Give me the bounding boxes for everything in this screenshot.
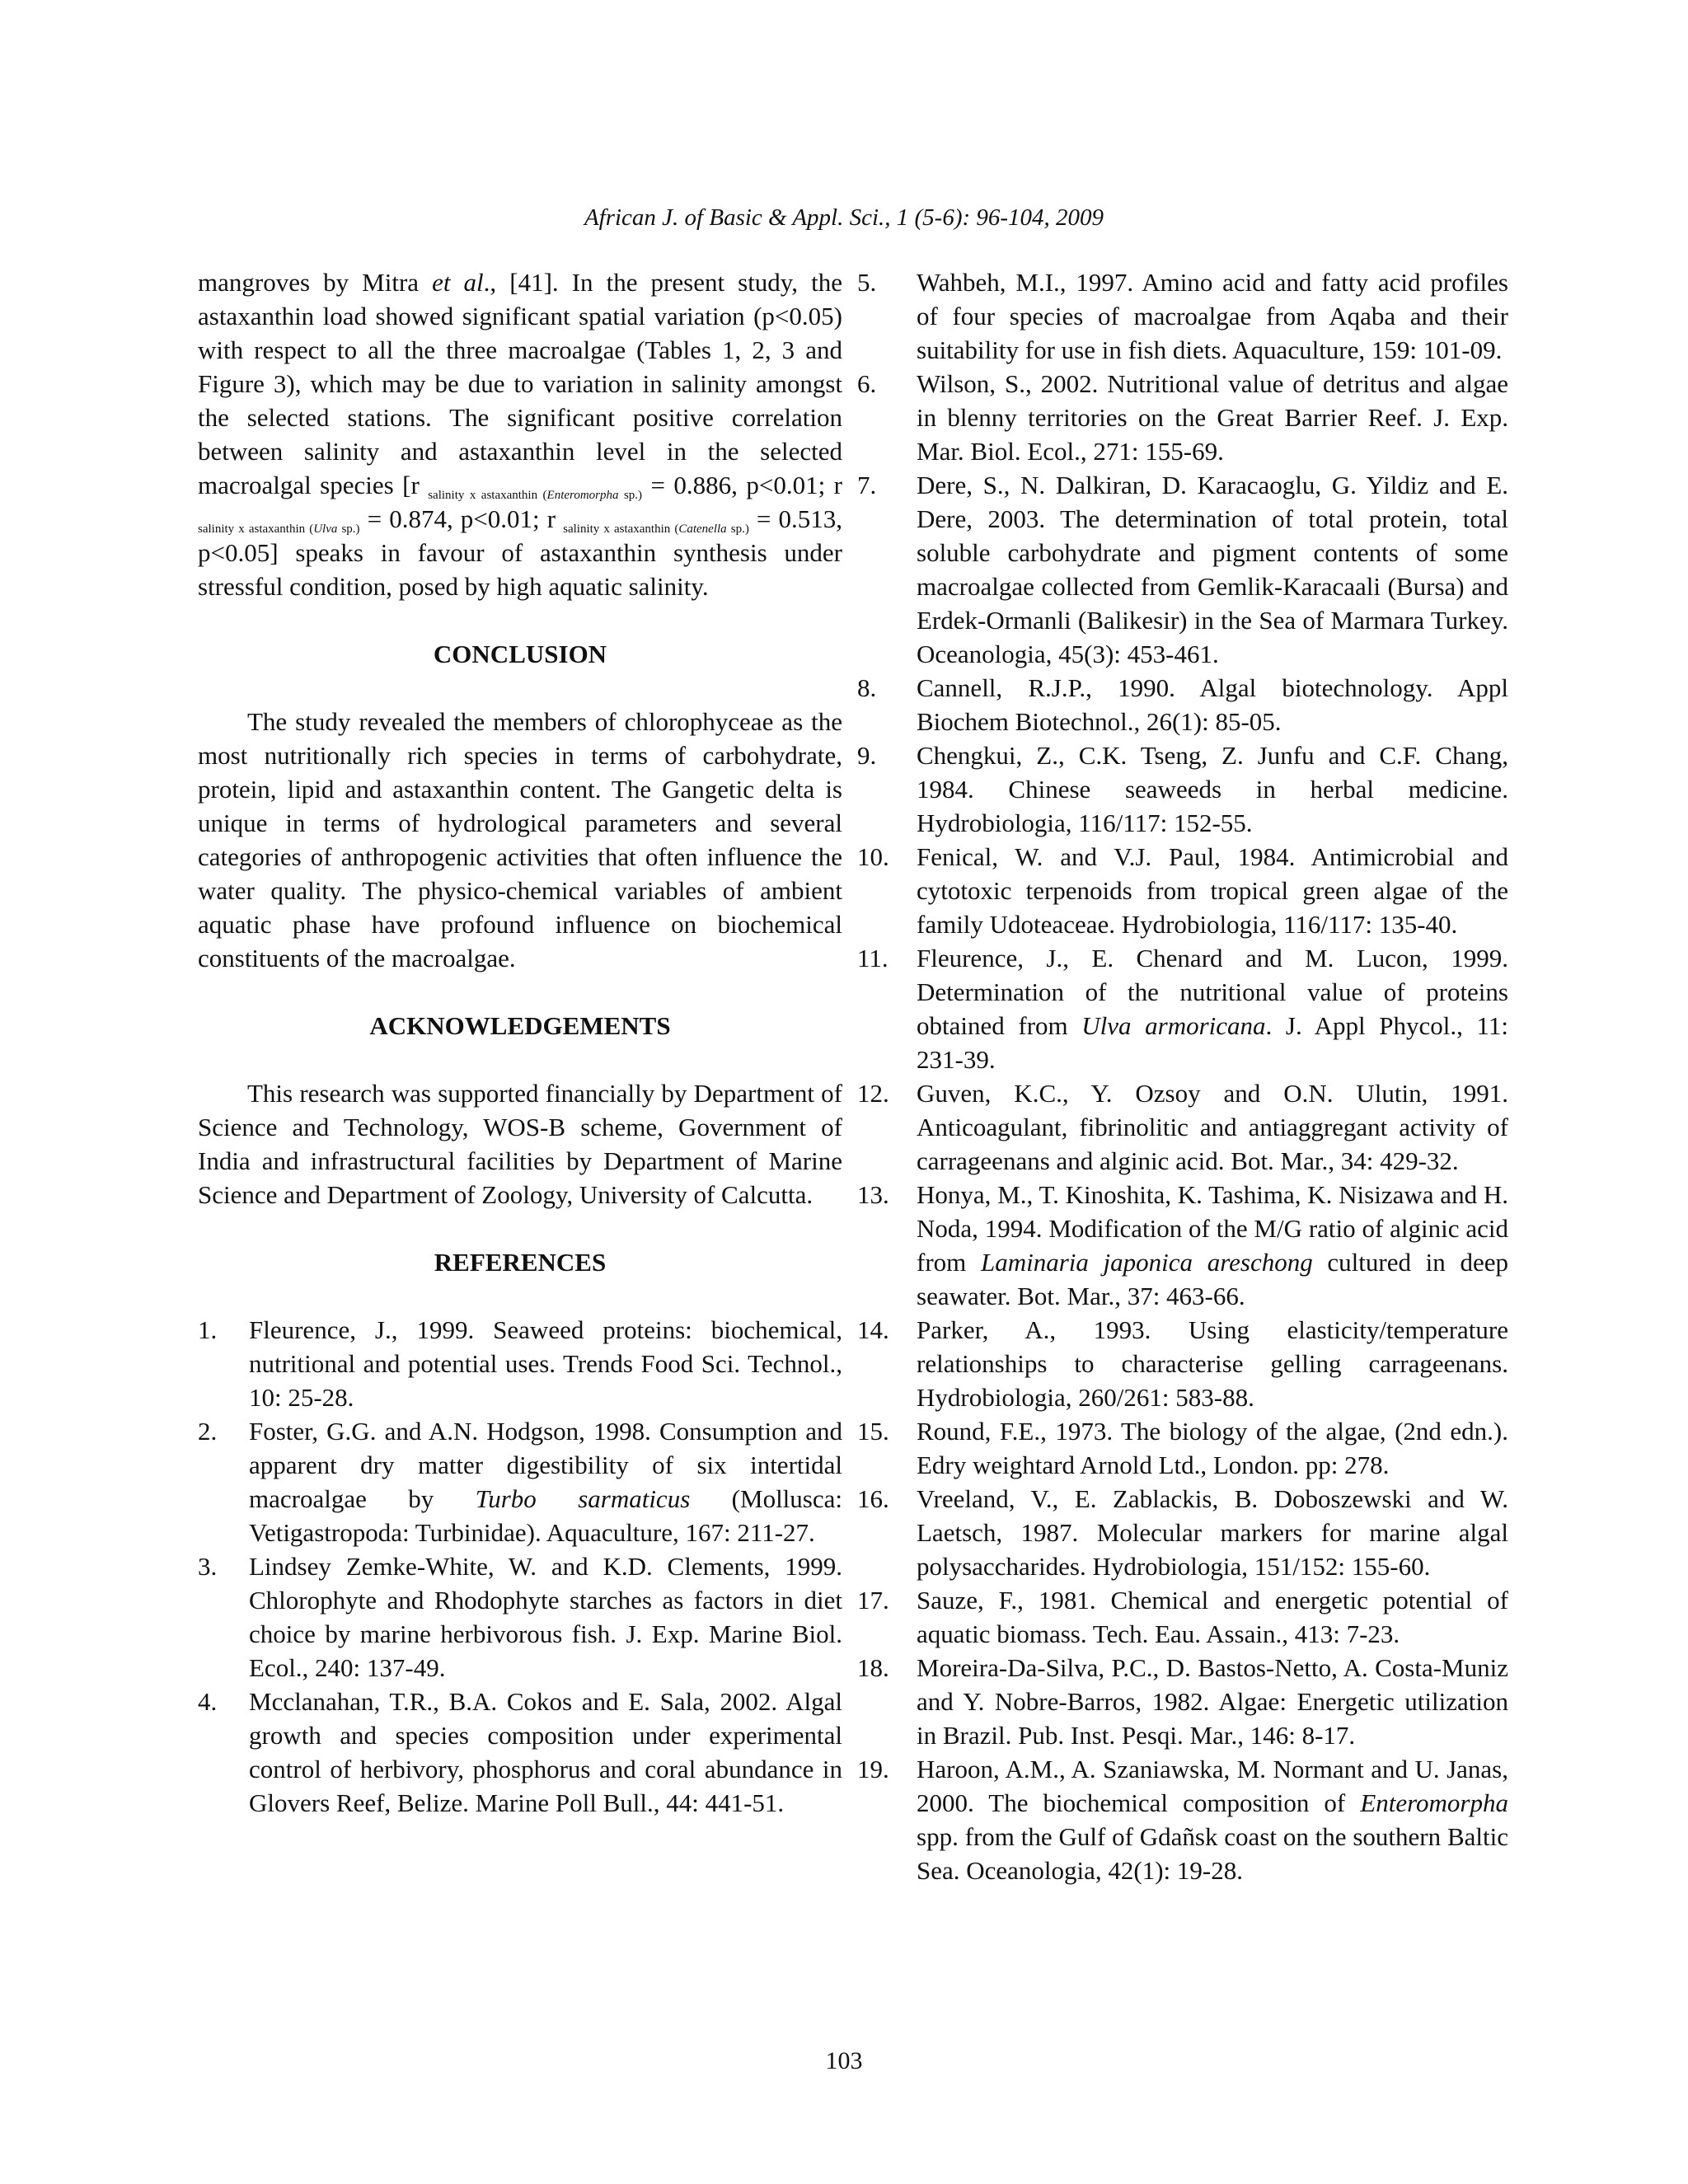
- reference-item: [857, 1482, 1508, 1583]
- reference-text: Foster, G.G. and A.N. Hodgson, 1998. Consumption and apparent dry matter digestibility of six intertidal macroalgae by Turbo sarmaticus (Mollusca: Vetigastropoda: Turbinidae). Aquaculture, 167: 211-27.: [249, 1417, 842, 1547]
- reference-text: Vreeland, V., E. Zablackis, B. Doboszewski and W. Laetsch, 1987. Molecular markers for marine algal polysaccharides. Hydrobiologia, 151/152: 155-60.: [917, 1484, 1508, 1581]
- reference-number: 6.: [857, 369, 877, 398]
- reference-number: 14.: [857, 1315, 889, 1344]
- reference-item: [198, 1685, 842, 1820]
- references-list-right: [857, 265, 1508, 1887]
- reference-text: Guven, K.C., Y. Ozsoy and O.N. Ulutin, 1991. Anticoagulant, fibrinolitic and antiaggregant activity of carrageenans and alginic acid. Bot. Mar., 34: 429-32.: [917, 1079, 1508, 1175]
- reference-number: 4.: [198, 1687, 218, 1716]
- reference-item: [198, 1549, 842, 1685]
- reference-text: Wahbeh, M.I., 1997. Amino acid and fatty acid profiles of four species of macroalgae from Aqaba and their suitability for use in fish diets. Aquaculture, 159: 101-09.: [917, 268, 1508, 364]
- reference-text: Fleurence, J., 1999. Seaweed proteins: biochemical, nutritional and potential uses. Trends Food Sci. Technol., 10: 25-28.: [249, 1315, 842, 1412]
- reference-text: Moreira-Da-Silva, P.C., D. Bastos-Netto, A. Costa-Muniz and Y. Nobre-Barros, 1982. Algae: Energetic utilization in Brazil. Pub. Inst. Pesqi. Mar., 146: 8-17.: [917, 1653, 1508, 1750]
- reference-item: [857, 1313, 1508, 1414]
- intro-text: = 0.886, p<0.01; r: [642, 471, 842, 499]
- acknowledgements-paragraph: This research was supported financially by Department of Science and Technology, WOS-B scheme, Government of India and infrastructural facilities by Department of Marine Science and Department of Zoology, University of Calcutta.: [198, 1079, 842, 1209]
- reference-text: Dere, S., N. Dalkiran, D. Karacaoglu, G. Yildiz and E. Dere, 2003. The determination of total protein, total soluble carbohydrate and pigment contents of some macroalgae collected from Gemlik-Karacaali (Bursa) and Erdek-Ormanli (Balikesir) in the Sea of Marmara Turkey. Oceanologia, 45(3): 453-461.: [917, 471, 1508, 668]
- reference-item: [857, 738, 1508, 840]
- reference-number: 15.: [857, 1417, 889, 1446]
- intro-paragraph: [198, 265, 842, 603]
- conclusion-heading: CONCLUSION: [433, 640, 607, 668]
- intro-text: = 0.513, p<0.05] speaks in favour of astaxanthin synthesis under stressful condition, posed by high aquatic salinity.: [198, 504, 842, 601]
- reference-item: [857, 1583, 1508, 1651]
- reference-item: [198, 1414, 842, 1549]
- reference-number: 18.: [857, 1653, 889, 1682]
- reference-number: 10.: [857, 842, 889, 871]
- reference-number: 8.: [857, 673, 877, 702]
- conclusion-paragraph: The study revealed the members of chlorophyceae as the most nutritionally rich species in terms of carbohydrate, protein, lipid and astaxanthin content. The Gangetic delta is unique in terms of hydrological parameters and several categories of anthropogenic activities that often influence the water quality. The physico-chemical variables of ambient aquatic phase have profound influence on biochemical constituents of the macroalgae.: [198, 707, 842, 972]
- reference-text: Round, F.E., 1973. The biology of the algae, (2nd edn.). Edry weightard Arnold Ltd., London. pp: 278.: [917, 1417, 1508, 1479]
- running-header: African J. of Basic & Appl. Sci., 1 (5-6): 96-104, 2009: [584, 204, 1104, 231]
- reference-text: Chengkui, Z., C.K. Tseng, Z. Junfu and C.F. Chang, 1984. Chinese seaweeds in herbal medicine. Hydrobiologia, 116/117: 152-55.: [917, 741, 1508, 837]
- reference-item: [198, 1313, 842, 1414]
- reference-item: [857, 468, 1508, 671]
- reference-item: [857, 1752, 1508, 1887]
- reference-number: 9.: [857, 741, 877, 770]
- reference-number: 17.: [857, 1586, 889, 1615]
- reference-item: [857, 265, 1508, 367]
- reference-item: [857, 1651, 1508, 1752]
- intro-italic: et al: [432, 268, 484, 297]
- subscript: salinity x astaxanthin (Enteromorpha sp.): [428, 489, 643, 502]
- intro-text: ., [41]. In the present study, the astaxanthin load showed significant spatial variation (p<0.05) with respect to all the three macroalgae (Tables 1, 2, 3 and Figure 3), which may be due to variation in salinity amongst the selected stations. The significant positive correlation between salinity and astaxanthin level in the selected macroalgal species [r: [198, 268, 842, 499]
- subscript: salinity x astaxanthin (Catenella sp.): [563, 523, 749, 536]
- reference-text: Lindsey Zemke-White, W. and K.D. Clements, 1999. Chlorophyte and Rhodophyte starches as factors in diet choice by marine herbivorous fish. J. Exp. Marine Biol. Ecol., 240: 137-49.: [249, 1552, 842, 1682]
- reference-item: [857, 367, 1508, 468]
- reference-number: 16.: [857, 1484, 889, 1513]
- reference-text: Fleurence, J., E. Chenard and M. Lucon, 1999. Determination of the nutritional value of proteins obtained from Ulva armoricana. J. Appl Phycol., 11: 231-39.: [917, 944, 1508, 1074]
- reference-text: Fenical, W. and V.J. Paul, 1984. Antimicrobial and cytotoxic terpenoids from tropical green algae of the family Udoteaceae. Hydrobiologia, 116/117: 135-40.: [917, 842, 1508, 939]
- reference-number: 2.: [198, 1417, 218, 1446]
- reference-text: Haroon, A.M., A. Szaniawska, M. Normant and U. Janas, 2000. The biochemical composition of Enteromorpha spp. from the Gulf of Gdañsk coast on the southern Baltic Sea. Oceanologia, 42(1): 19-28.: [917, 1755, 1508, 1885]
- reference-item: [857, 1414, 1508, 1482]
- reference-number: 13.: [857, 1180, 889, 1209]
- reference-item: [857, 1076, 1508, 1178]
- acknowledgements-heading: ACKNOWLEDGEMENTS: [369, 1011, 671, 1040]
- reference-text: Mcclanahan, T.R., B.A. Cokos and E. Sala, 2002. Algal growth and species composition under experimental control of herbivory, phosphorus and coral abundance in Glovers Reef, Belize. Marine Poll Bull., 44: 441-51.: [249, 1687, 842, 1817]
- reference-number: 1.: [198, 1315, 218, 1344]
- reference-number: 5.: [857, 268, 877, 297]
- reference-item: [857, 1178, 1508, 1313]
- intro-text: = 0.874, p<0.01; r: [359, 504, 564, 533]
- reference-item: [857, 941, 1508, 1076]
- references-heading: REFERENCES: [434, 1248, 607, 1277]
- reference-text: Sauze, F., 1981. Chemical and energetic potential of aquatic biomass. Tech. Eau. Assain., 413: 7-23.: [917, 1586, 1508, 1648]
- reference-number: 19.: [857, 1755, 889, 1783]
- reference-text: Parker, A., 1993. Using elasticity/temperature relationships to characterise gelling carrageenans. Hydrobiologia, 260/261: 583-88.: [917, 1315, 1508, 1412]
- intro-text: mangroves by Mitra: [198, 268, 433, 297]
- reference-text: Honya, M., T. Kinoshita, K. Tashima, K. Nisizawa and H. Noda, 1994. Modification of the M/G ratio of alginic acid from Laminaria japonica areschong cultured in deep seawater. Bot. Mar., 37: 463-66.: [917, 1180, 1508, 1310]
- right-column: [857, 265, 1508, 1887]
- references-list-left: [198, 1313, 842, 1820]
- page-number: 103: [825, 2047, 863, 2074]
- reference-item: [857, 840, 1508, 941]
- reference-number: 11.: [857, 944, 889, 972]
- reference-item: [857, 671, 1508, 738]
- reference-number: 3.: [198, 1552, 218, 1581]
- left-column: [198, 265, 842, 1820]
- reference-text: Cannell, R.J.P., 1990. Algal biotechnology. Appl Biochem Biotechnol., 26(1): 85-05.: [917, 673, 1508, 736]
- reference-text: Wilson, S., 2002. Nutritional value of detritus and algae in blenny territories on the Great Barrier Reef. J. Exp. Mar. Biol. Ecol., 271: 155-69.: [917, 369, 1508, 466]
- subscript: salinity x astaxanthin (Ulva sp.): [198, 523, 360, 536]
- reference-number: 12.: [857, 1079, 889, 1108]
- reference-number: 7.: [857, 471, 877, 499]
